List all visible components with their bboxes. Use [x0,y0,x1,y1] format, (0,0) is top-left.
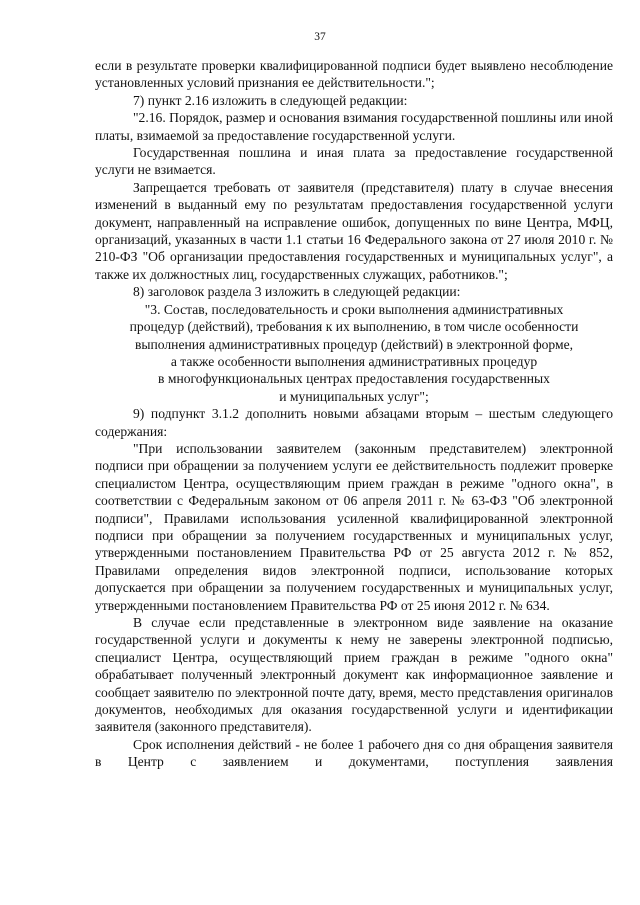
amendment-item-9: 9) подпункт 3.1.2 дополнить новыми абзацами вторым – шестым следующего содержания: [95,406,613,439]
processing-deadline-paragraph: Срок исполнения действий - не более 1 рабочего дня со дня обращения заявителя в Центр с заявлением и документами, поступления заявления [95,736,613,770]
electronic-signature-paragraph: "При использовании заявителем (законным представителем) электронной подписи при обращении за получением услуги ее действительность подлежит проверке специалистом Центра, осуществляющим прием граждан в режиме "одного окна", в соответствии с Федеральным законом от 06 апреля 2011 г. № 63-ФЗ "Об электронной подписи", Правилами использования усиленной квалифицированной электронной подписи при обращении за получением государственных и муниципальных услуг, утвержденными постановлением Правительства РФ от 25 августа 2012 г. № 852, Правилами определения видов электронной подписи, использование которых допускается при обращении за получением государственных и муниципальных услуг, утвержденными постановлением Правительства РФ от 25 июня 2012 г. № 634. [95,440,613,613]
clause-2-16-title: "2.16. Порядок, размер и основания взимания государственной пошлины или иной платы, взимаемой за предоставление государственной услуги. [95,110,613,143]
page-number: 37 [314,31,326,43]
unsigned-documents-paragraph: В случае если представленные в электронном виде заявление на оказание государственной услуги и документы к нему не заверены электронной подписью, специалист Центра, осуществляющий прием граждан в режиме "одного окна" обрабатывает полученный электронный документ как информационное заявление и сообщает заявителю по электронной почте дату, время, место представления оригиналов документов, необходимых для оказания государственной услуги и идентификации заявителя (законного представителя). [95,615,613,735]
document-body [95,57,613,771]
section-3-heading [95,301,613,405]
paragraph-continuation: если в результате проверки квалифицированной подписи будет выявлено несоблюдение установленных условий признания ее действительности."; [95,58,613,91]
heading-line: в многофункциональных центрах предоставления государственных [158,371,550,387]
heading-line: и муниципальных услуг"; [279,388,429,404]
fee-statement: Государственная пошлина и иная плата за предоставление государственной услуги не взимается. [95,145,613,178]
heading-line: выполнения административных процедур (действий) в электронной форме, [134,336,574,352]
heading-line: процедур (действий), требования к их выполнению, в том числе особенности [129,319,579,335]
fee-prohibition: Запрещается требовать от заявителя (представителя) плату в случае внесения изменений в выданный ему по результатам предоставления государственной услуги документ, направленный на исправление ошибок, допущенных по вине Центра, МФЦ, организаций, указанных в части 1.1 статьи 16 Федерального закона от 27 июля 2010 г. № 210-ФЗ "Об организации предоставления государственных и муниципальных услуг", а также их должностных лиц, государственных служащих, работников."; [95,179,613,282]
heading-line: "3. Состав, последовательность и сроки выполнения административных [144,301,564,317]
amendment-item-8: 8) заголовок раздела 3 изложить в следующей редакции: [133,284,461,300]
amendment-item-7: 7) пункт 2.16 изложить в следующей редакции: [133,92,408,108]
heading-line: а также особенности выполнения административных процедур [170,353,538,369]
